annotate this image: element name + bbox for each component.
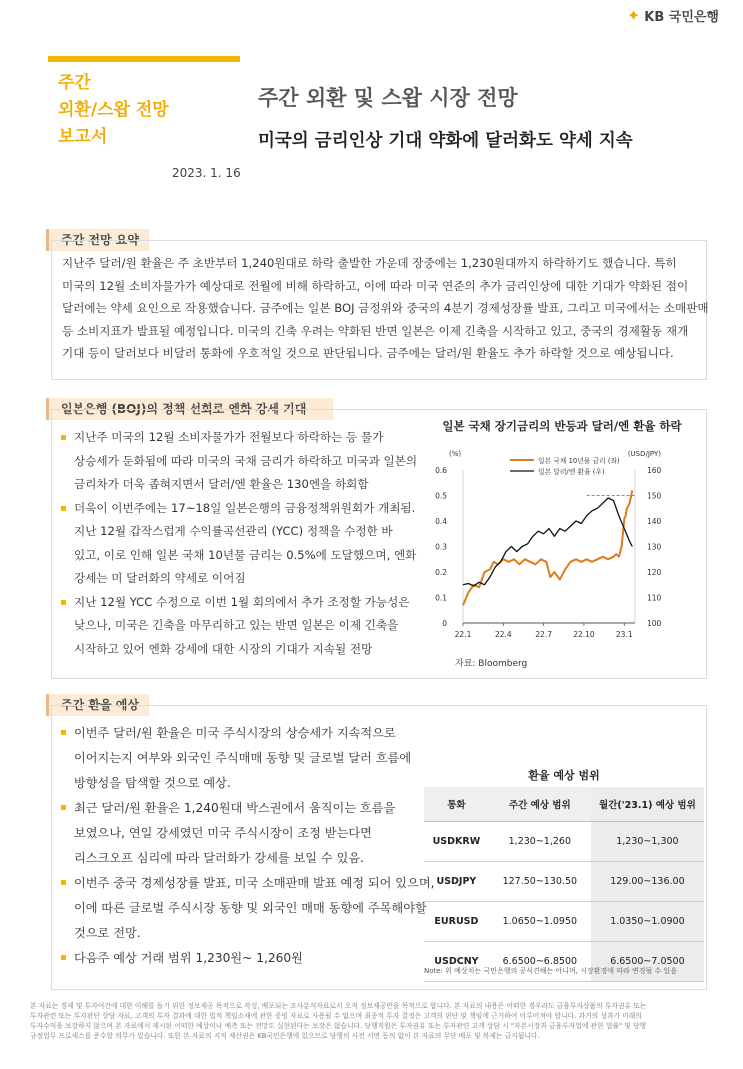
page-title: 주간 외환 및 스왑 시장 전망	[258, 86, 518, 110]
chart-container	[430, 440, 700, 665]
report-date: 2023. 1. 16	[172, 166, 241, 180]
fx-table	[424, 787, 704, 982]
y-left-unit: (%)	[449, 450, 462, 458]
y-right-tick-label: 120	[647, 568, 662, 577]
x-tick-label: 22.10	[573, 630, 595, 639]
disclaimer: 본 자료는 경제 및 투자여건에 대한 이해를 돕기 위한 정보제공 목적으로 작성, 배포되는 조사분석자료로서 오직 정보제공만을 목적으로 합니다. 본 자료의 내용은 어떠한 경우라도 금융투자상품의 투자권유 또는 투자관련 또는 투자판단 상담 자료, 고객의 투자 결과에 대한 법적 책임소재에 관한 증빙 자료로 사용될 수 없으며 최종적 투자 결정은 고객의 판단 및 책임에 근거하여 이루어져야 합니다. 과거의 성과가 미래의 투자수익을 보장하지 않으며 본 자료에서 제시된 어떠한 예상이나 예측 또는 전망도 실현된다는 보장은 없습니다. 당행직원은 투자권유 또는 투자관련 고객 상담 시 "자본시장과 금융투자업에 관한 법률" 및 당행 규정업무 프로세스를 준수할 의무가 있습니다. 또한 본 자료의 지적 재산권은 KB국민은행에 있으므로 당행의 사전 서면 동의 없이 본 자료의 무단 배포 및 복제는 금지됩니다.	[30, 1002, 647, 1040]
y-right-tick-label: 140	[647, 517, 662, 526]
kb-logo	[627, 6, 719, 25]
boj-bullets	[60, 426, 420, 661]
y-right-tick-label: 150	[647, 491, 662, 501]
summary-section-tag: 주간 전망 요약	[46, 229, 149, 251]
summary-box	[51, 240, 707, 380]
y-right-tick-label: 100	[647, 619, 662, 628]
chart-title: 일본 국채 장기금리의 반등과 달러/엔 환율 하락	[442, 419, 682, 433]
y-right-tick-label: 110	[647, 593, 662, 603]
y-left-tick-label: 0.3	[435, 542, 447, 552]
x-tick-label: 22.1	[454, 630, 472, 639]
y-left-tick-label: 0.1	[435, 593, 447, 603]
list-item: 이번주 중국 경제성장률 발표, 미국 소매판매 발표 예정 되어 있으며, 이에 따른 글로벌 주식시장 동향 및 외국인 매매 동향에 주목해야할 것으로 전망.	[60, 871, 430, 946]
boj-section-tag: 일본은행 (BOJ)의 정책 선회로 엔화 강세 기대	[46, 398, 333, 420]
table-row: USDKRW 1,230~1,260 1,230~1,300	[424, 822, 704, 862]
y-right-tick-label: 130	[647, 542, 662, 552]
summary-text: 지난주 달러/원 환율은 주 초반부터 1,240원대로 하락 출발한 가운데 장중에는 1,230원대까지 하락하기도 했습니다. 특히 미국의 12월 소비자물가가 예상대로 전월에 비해 하락하고, 이에 따라 미국 연준의 추가 금리인상에 대한 기대가 약화된 점이 달러에는 약세 요인으로 작용했습니다. 금주에는 일본 BOJ 금정위와 중국의 4분기 경제성장률 발표, 그리고 미국에서는 소매판매 등 소비지표가 발표될 예정입니다. 미국의 긴축 우려는 약화된 반면 일본은 이제 긴축을 시작하고 있고, 중국의 경제활동 재개 기대 등이 달러보다 비달러 통화에 우호적일 것으로 판단됩니다. 금주에는 달러/원 환율도 추가 하락할 것으로 예상됩니다.	[62, 256, 709, 361]
report-title: 주간 외환/스왑 전망 보고서	[58, 73, 169, 147]
list-item: 다음주 예상 거래 범위 1,230원~ 1,260원	[60, 946, 430, 971]
table-row: USDCNY 6.6500~6.8500 6.6500~7.0500	[424, 942, 704, 982]
y-left-tick-label: 0.6	[435, 466, 447, 475]
y-right-tick-label: 160	[647, 466, 662, 475]
accent-bar	[48, 56, 240, 62]
table-row: USDJPY 127.50~130.50 129.00~136.00	[424, 862, 704, 902]
x-tick-label: 23.1	[615, 630, 633, 639]
list-item: 지난 12월 YCC 수정으로 이번 1월 회의에서 추가 조정할 가능성은 낮으나, 미국은 긴축을 마무리하고 있는 반면 일본은 이제 긴축을 시작하고 있어 엔화 강세에 대한 시장의 기대가 지속될 전망	[60, 591, 420, 662]
table-header-row: 통화 주간 예상 범위 월간('23.1) 예상 범위	[424, 787, 704, 822]
chart-source: 자료: Bloomberg	[455, 659, 528, 669]
forecast-section-tag: 주간 환율 예상	[46, 694, 149, 716]
y-left-tick-label: 0.5	[435, 491, 447, 501]
y-left-tick-label: 0	[442, 619, 447, 628]
y-left-tick-label: 0.4	[435, 517, 447, 526]
fx-table-note: Note: 위 예상치는 국민은행의 공식견해는 아니며, 시장환경에 따라 변경될 수 있음	[424, 967, 678, 975]
forecast-bullets	[60, 721, 435, 971]
legend-label-1: 일본 국채 10년물 금리 (좌)	[538, 457, 620, 465]
legend-label-2: 일본 달러/엔 환율 (우)	[538, 468, 605, 476]
chart-svg	[430, 440, 700, 665]
list-item: 지난주 미국의 12월 소비자물가가 전월보다 하락하는 등 물가 상승세가 둔화됨에 따라 미국의 국채 금리가 하락하고 미국과 일본의 금리차가 더욱 좁혀지면서 달러/엔 환율은 130엔을 하회함	[60, 426, 420, 497]
series-line-2	[463, 498, 632, 586]
page-subtitle: 미국의 금리인상 기대 약화에 달러화도 약세 지속	[258, 131, 633, 151]
x-tick-label: 22.7	[535, 630, 552, 639]
table-row: EURUSD 1.0650~1.0950 1.0350~1.0900	[424, 902, 704, 942]
y-left-tick-label: 0.2	[435, 568, 447, 577]
series-line-1	[463, 490, 632, 605]
list-item: 최근 달러/원 환율은 1,240원대 박스권에서 움직이는 흐름을 보였으나, 연일 강세였던 미국 주식시장이 조정 받는다면 리스크오프 심리에 따라 달러화가 강세를 보일 수 있음.	[60, 796, 430, 871]
x-tick-label: 22.4	[494, 630, 512, 639]
kb-star-icon: ✦	[626, 6, 641, 25]
list-item: 이번주 달러/원 환율은 미국 주식시장의 상승세가 지속적으로 이어지는지 여부와 외국인 주식매매 동향 및 글로벌 달러 흐름에 방향성을 탐색할 것으로 예상.	[60, 721, 430, 796]
logo-text: KB 국민은행	[644, 10, 719, 25]
list-item: 더욱이 이번주에는 17~18일 일본은행의 금융정책위원회가 개최됨. 지난 12월 갑작스럽게 수익률곡선관리 (YCC) 정책을 수정한 바 있고, 이로 인해 일본 국채 10년물 금리는 0.5%에 도달했으며, 엔화 강세는 미 달러화의 약세로 이어짐	[60, 497, 420, 591]
fx-table-title: 환율 예상 범위	[528, 769, 600, 782]
y-right-unit: (USD/JPY)	[627, 450, 661, 458]
